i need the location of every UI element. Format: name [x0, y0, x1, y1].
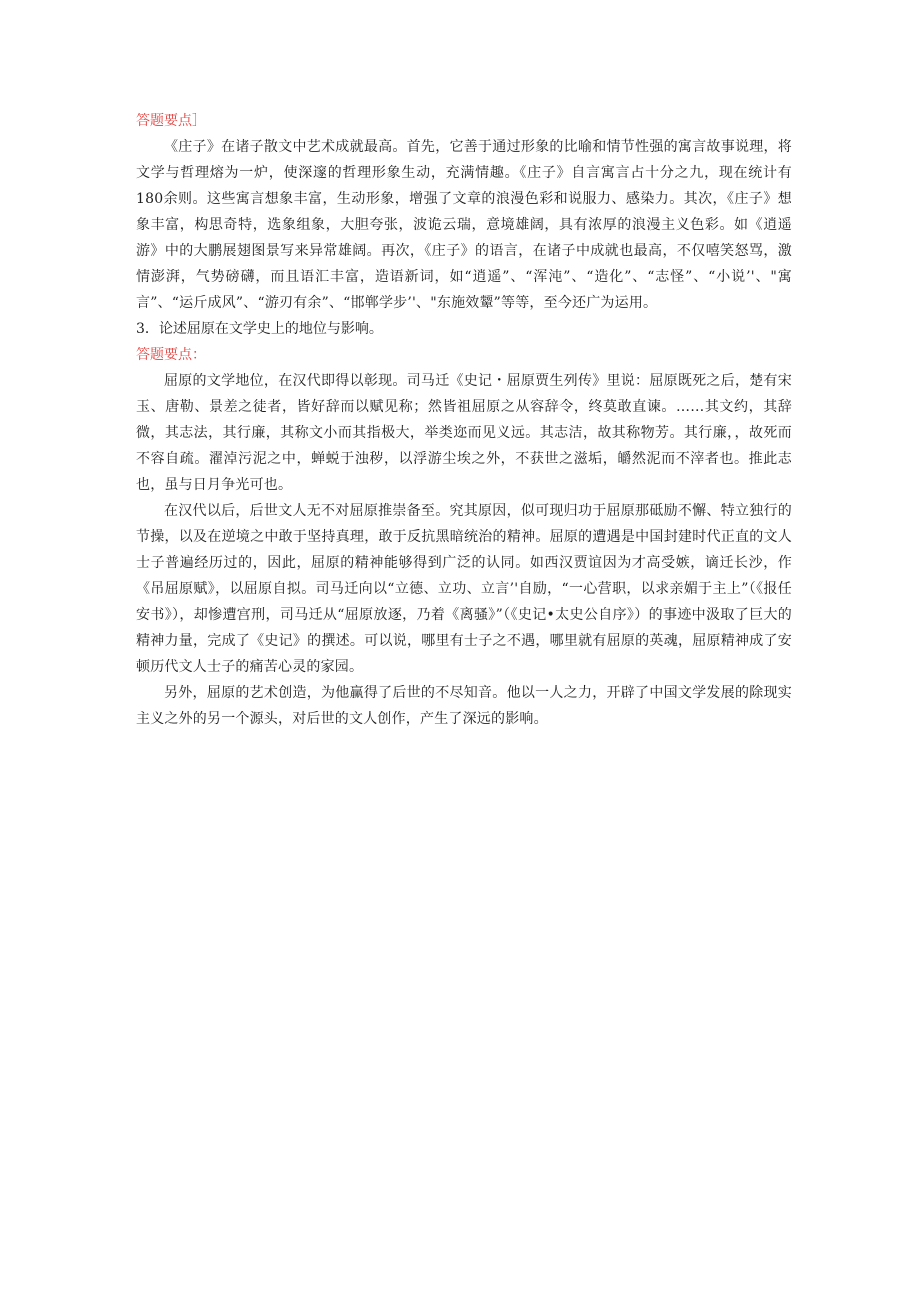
answer-points-heading-2: 答题要点：	[136, 347, 206, 363]
zhuangzi-paragraph: 《庄子》在诸子散文中艺术成就最高。首先，它善于通过形象的比喻和情节性强的寓言故事说理，将文学与哲理熔为一炉，使深邃的哲理形象生动，充满情趣。《庄子》自言寓言占十分之九，现在统计有180余则。这些寓言想象丰富，生动形象，增强了文章的浪漫色彩和说服力、感染力。其次，《庄子》想象丰富，构思奇特，选象组象，大胆夸张，波诡云瑞，意境雄阔，具有浓厚的浪漫主义色彩。如《逍遥游》中的大鹏展翅图景写来异常雄阔。再次，《庄子》的语言，在诸子中成就也最高，不仅嘻笑怒骂，激情澎湃，气势磅礴，而且语汇丰富，造语新词，如“逍遥”、“浑沌”、“造化”、“志怪”、“小说’'、"寓言”、“运斤成风”、“游刃有余”、“邯郸学步’'、"东施效颦”等等，至今还广为运用。	[136, 139, 792, 311]
quyuan-paragraph-2: 在汉代以后，后世文人无不对屈原推崇备至。究其原因，似可现归功于屈原那砥励不懈、特立独行的节操，以及在逆境之中敢于坚持真理，敢于反抗黑暗统治的精神。屈原的遭遇是中国封建时代正直的文人士子普遍经历过的，因此，屈原的精神能够得到广泛的认同。如西汉贾谊因为才高受嫉，谪迁长沙，作《吊屈原赋》，以屈原自拟。司马迁向以“立德、立功、立言’'自励，“一心营职，以求亲媚于主上”（《报任安书》），却惨遭宫刑，司马迁从“屈原放逐，乃着《离骚》”（《史记•太史公自序》）的事迹中汲取了巨大的精神力量，完成了《史记》的撰述。可以说，哪里有士子之不遇，哪里就有屈原的英魂，屈原精神成了安顿历代文人士子的痛苦心灵的家园。	[136, 503, 792, 675]
question-3: 3．论述屈原在文学史上的地位与影响。	[136, 321, 383, 337]
quyuan-paragraph-3: 另外，屈原的艺术创造，为他赢得了后世的不尽知音。他以一人之力，开辟了中国文学发展的除现实主义之外的另一个源头，对后世的文人创作，产生了深远的影响。	[136, 685, 792, 727]
quyuan-paragraph-1: 屈原的文学地位，在汉代即得以彰现。司马迁《史记・屈原贾生列传》里说：屈原既死之后，楚有宋玉、唐勒、景差之徒者，皆好辞而以赋见称；然皆祖屈原之从容辞令，终莫敢直谏。……其文约，其辞微，其志法，其行廉，其称文小而其指极大，举类迩而见义远。其志洁，故其称物芳。其行廉，，故死而不容自疏。濯淖污泥之中，蝉蜕于浊秽，以浮游尘埃之外，不获世之滋垢，皭然泥而不滓者也。推此志也，虽与日月争光可也。	[136, 373, 792, 493]
answer-points-heading-1: 答题要点］	[136, 113, 206, 129]
document-content	[136, 108, 792, 732]
